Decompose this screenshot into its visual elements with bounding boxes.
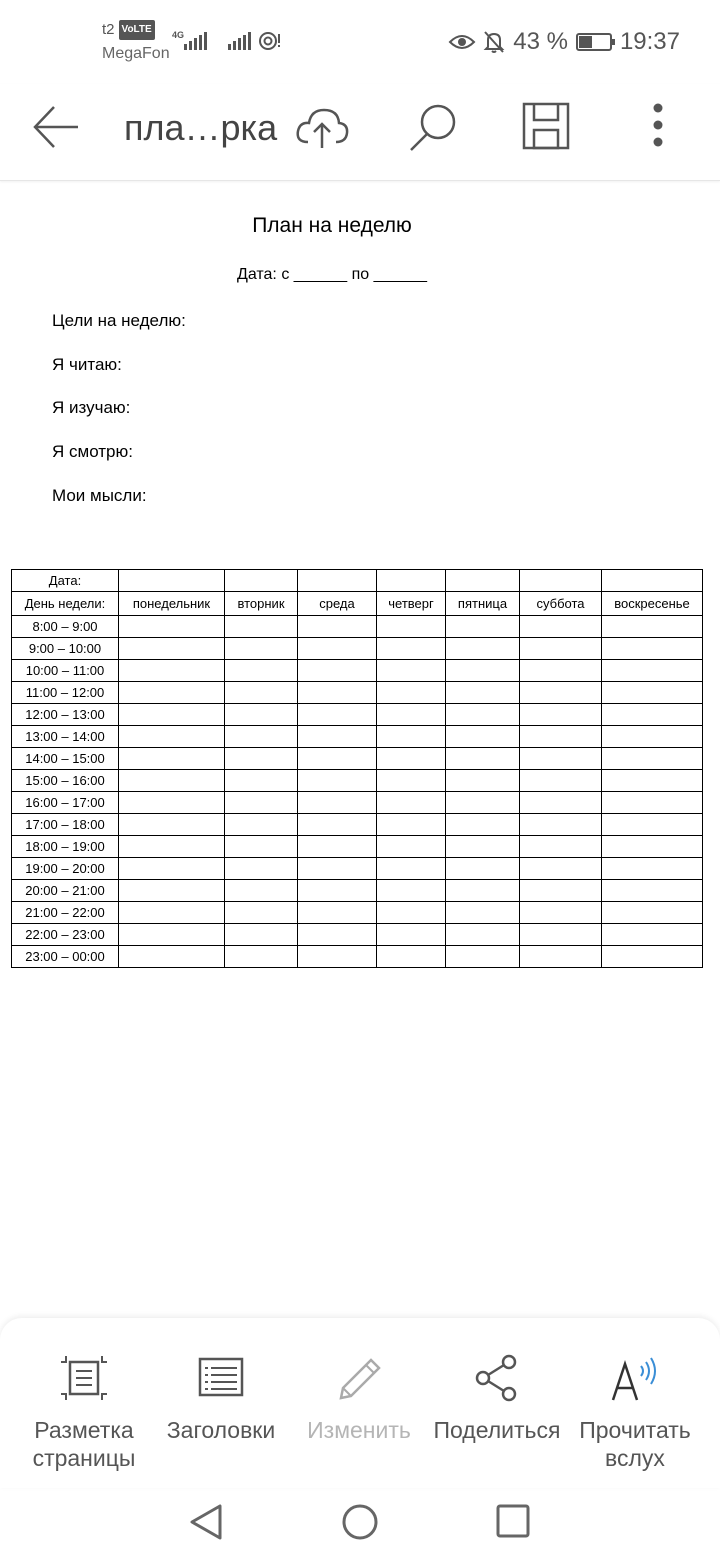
read-aloud-icon — [611, 1354, 659, 1402]
schedule-cell[interactable] — [520, 858, 602, 880]
schedule-cell[interactable] — [520, 770, 602, 792]
date-cell[interactable] — [446, 570, 520, 592]
nav-recents-icon[interactable] — [494, 1502, 534, 1542]
schedule-cell[interactable] — [602, 880, 703, 902]
schedule-cell[interactable] — [119, 946, 225, 968]
read-aloud-label: Прочитать вслух — [579, 1417, 691, 1471]
nav-back-icon[interactable] — [186, 1502, 226, 1542]
schedule-cell[interactable] — [119, 880, 225, 902]
schedule-cell[interactable] — [520, 726, 602, 748]
page-layout-icon — [60, 1354, 108, 1402]
mute-bell-icon — [483, 30, 505, 54]
schedule-cell[interactable] — [520, 924, 602, 946]
schedule-cell[interactable] — [602, 814, 703, 836]
schedule-cell[interactable] — [225, 726, 298, 748]
schedule-cell[interactable] — [225, 814, 298, 836]
search-icon[interactable] — [406, 102, 462, 154]
date-cell[interactable] — [377, 570, 446, 592]
signal-4g-icon — [172, 30, 212, 52]
schedule-cell[interactable] — [446, 924, 520, 946]
table-row — [12, 704, 703, 726]
schedule-cell[interactable] — [119, 616, 225, 638]
schedule-cell[interactable] — [377, 638, 446, 660]
time-slot-cell: 11:00 – 12:00 — [12, 682, 119, 704]
day-header-cell: суббота — [520, 592, 602, 616]
schedule-cell[interactable] — [446, 792, 520, 814]
day-header-cell: вторник — [225, 592, 298, 616]
signal-icon — [226, 30, 254, 52]
schedule-cell[interactable] — [520, 880, 602, 902]
edit-label: Изменить — [307, 1417, 411, 1443]
schedule-cell[interactable] — [298, 814, 377, 836]
schedule-cell[interactable] — [446, 836, 520, 858]
schedule-cell[interactable] — [225, 682, 298, 704]
schedule-cell[interactable] — [377, 792, 446, 814]
clock: 19:37 — [619, 28, 680, 55]
studying-line: Я изучаю: — [52, 398, 131, 417]
reading-line: Я читаю: — [52, 355, 122, 374]
schedule-cell[interactable] — [298, 660, 377, 682]
time-slot-cell: 20:00 – 21:00 — [12, 880, 119, 902]
day-header-cell: четверг — [377, 592, 446, 616]
schedule-cell[interactable] — [119, 704, 225, 726]
table-row — [12, 880, 703, 902]
date-cell[interactable] — [119, 570, 225, 592]
schedule-cell[interactable] — [225, 638, 298, 660]
schedule-cell[interactable] — [298, 924, 377, 946]
document-heading: План на неделю — [252, 214, 412, 237]
nav-home-icon[interactable] — [340, 1502, 380, 1542]
schedule-cell[interactable] — [298, 836, 377, 858]
schedule-cell[interactable] — [377, 946, 446, 968]
schedule-cell[interactable] — [602, 704, 703, 726]
time-slot-cell: 15:00 – 16:00 — [12, 770, 119, 792]
table-row — [12, 902, 703, 924]
schedule-cell[interactable] — [446, 726, 520, 748]
schedule-cell[interactable] — [520, 704, 602, 726]
schedule-cell[interactable] — [602, 792, 703, 814]
day-header-cell: воскресенье — [602, 592, 703, 616]
schedule-cell[interactable] — [520, 946, 602, 968]
schedule-cell[interactable] — [602, 748, 703, 770]
schedule-cell[interactable] — [377, 858, 446, 880]
schedule-cell[interactable] — [602, 902, 703, 924]
schedule-cell[interactable] — [119, 814, 225, 836]
date-cell[interactable] — [520, 570, 602, 592]
schedule-cell[interactable] — [377, 704, 446, 726]
thoughts-line: Мои мысли: — [52, 486, 147, 505]
schedule-cell[interactable] — [225, 616, 298, 638]
schedule-cell[interactable] — [298, 638, 377, 660]
date-cell[interactable] — [298, 570, 377, 592]
schedule-cell[interactable] — [377, 726, 446, 748]
battery-icon — [576, 33, 612, 51]
schedule-cell[interactable] — [446, 902, 520, 924]
schedule-cell[interactable] — [298, 770, 377, 792]
time-slot-cell: 13:00 – 14:00 — [12, 726, 119, 748]
battery-fill — [579, 36, 592, 48]
schedule-cell[interactable] — [225, 836, 298, 858]
carrier-info — [102, 20, 170, 64]
date-cell[interactable] — [602, 570, 703, 592]
day-header-cell: понедельник — [119, 592, 225, 616]
schedule-cell[interactable] — [446, 660, 520, 682]
table-row — [12, 616, 703, 638]
schedule-cell[interactable] — [377, 836, 446, 858]
schedule-cell[interactable] — [520, 748, 602, 770]
hotspot-icon — [258, 30, 284, 52]
table-row — [12, 924, 703, 946]
schedule-cell[interactable] — [298, 880, 377, 902]
schedule-cell[interactable] — [225, 946, 298, 968]
time-slot-cell: 14:00 – 15:00 — [12, 748, 119, 770]
document-title[interactable]: пла…рка — [124, 107, 278, 148]
schedule-cell[interactable] — [119, 836, 225, 858]
time-slot-cell: 12:00 – 13:00 — [12, 704, 119, 726]
schedule-cell[interactable] — [298, 902, 377, 924]
table-row-days — [12, 592, 703, 616]
schedule-cell[interactable] — [602, 770, 703, 792]
date-label-cell: Дата: — [12, 570, 119, 592]
schedule-cell[interactable] — [298, 704, 377, 726]
schedule-cell[interactable] — [520, 836, 602, 858]
schedule-cell[interactable] — [602, 726, 703, 748]
schedule-cell[interactable] — [119, 924, 225, 946]
schedule-cell[interactable] — [520, 638, 602, 660]
table-row — [12, 858, 703, 880]
time-slot-cell: 19:00 – 20:00 — [12, 858, 119, 880]
schedule-cell[interactable] — [602, 616, 703, 638]
schedule-cell[interactable] — [377, 902, 446, 924]
schedule-cell[interactable] — [225, 880, 298, 902]
table-row — [12, 814, 703, 836]
watching-line: Я смотрю: — [52, 442, 133, 461]
table-row — [12, 770, 703, 792]
table-row — [12, 660, 703, 682]
schedule-cell[interactable] — [377, 880, 446, 902]
weekly-plan-table — [11, 569, 703, 968]
bottom-toolbar — [0, 1318, 720, 1488]
schedule-cell[interactable] — [446, 638, 520, 660]
headings-icon — [197, 1354, 245, 1402]
schedule-cell[interactable] — [602, 836, 703, 858]
share-label: Поделиться — [433, 1417, 561, 1443]
schedule-cell[interactable] — [377, 924, 446, 946]
schedule-cell[interactable] — [225, 660, 298, 682]
share-icon — [473, 1354, 521, 1402]
cloud-upload-icon[interactable] — [294, 102, 350, 152]
schedule-cell[interactable] — [520, 814, 602, 836]
schedule-cell[interactable] — [446, 946, 520, 968]
schedule-cell[interactable] — [119, 792, 225, 814]
schedule-cell[interactable] — [298, 946, 377, 968]
schedule-cell[interactable] — [298, 616, 377, 638]
schedule-cell[interactable] — [602, 660, 703, 682]
table-row — [12, 792, 703, 814]
schedule-cell[interactable] — [520, 682, 602, 704]
eye-icon — [449, 33, 475, 51]
schedule-cell[interactable] — [119, 638, 225, 660]
schedule-cell[interactable] — [520, 902, 602, 924]
schedule-cell[interactable] — [119, 748, 225, 770]
volte-badge: VoLTE — [119, 20, 155, 40]
schedule-cell[interactable] — [119, 660, 225, 682]
time-slot-cell: 9:00 – 10:00 — [12, 638, 119, 660]
schedule-cell[interactable] — [446, 770, 520, 792]
schedule-cell[interactable] — [119, 682, 225, 704]
schedule-cell[interactable] — [446, 814, 520, 836]
schedule-cell[interactable] — [225, 902, 298, 924]
schedule-cell[interactable] — [602, 858, 703, 880]
schedule-cell[interactable] — [119, 858, 225, 880]
page-layout-label: Разметка страницы — [32, 1417, 136, 1471]
nav-bar — [0, 1490, 720, 1560]
schedule-cell[interactable] — [225, 748, 298, 770]
schedule-cell[interactable] — [520, 792, 602, 814]
date-cell[interactable] — [225, 570, 298, 592]
schedule-cell[interactable] — [446, 880, 520, 902]
schedule-cell[interactable] — [225, 924, 298, 946]
carrier-name: MegaFon — [102, 45, 170, 62]
schedule-cell[interactable] — [377, 616, 446, 638]
arrow-left-icon[interactable] — [30, 102, 82, 152]
time-slot-cell: 10:00 – 11:00 — [12, 660, 119, 682]
schedule-cell[interactable] — [298, 682, 377, 704]
schedule-cell[interactable] — [446, 748, 520, 770]
time-slot-cell: 17:00 – 18:00 — [12, 814, 119, 836]
schedule-cell[interactable] — [298, 858, 377, 880]
more-vertical-icon[interactable] — [648, 102, 668, 152]
carrier-top: t2 — [102, 21, 115, 38]
day-header-cell: пятница — [446, 592, 520, 616]
schedule-cell[interactable] — [225, 858, 298, 880]
schedule-cell[interactable] — [377, 748, 446, 770]
schedule-cell[interactable] — [119, 726, 225, 748]
schedule-cell[interactable] — [446, 858, 520, 880]
time-slot-cell: 16:00 – 17:00 — [12, 792, 119, 814]
pencil-icon — [335, 1354, 383, 1402]
table-row — [12, 748, 703, 770]
time-slot-cell: 22:00 – 23:00 — [12, 924, 119, 946]
schedule-cell[interactable] — [225, 770, 298, 792]
floppy-disk-icon[interactable] — [522, 102, 572, 152]
schedule-cell[interactable] — [446, 682, 520, 704]
schedule-cell[interactable] — [119, 770, 225, 792]
status-bar — [0, 0, 720, 84]
day-header-cell: среда — [298, 592, 377, 616]
table-row — [12, 682, 703, 704]
schedule-cell[interactable] — [520, 616, 602, 638]
schedule-cell[interactable] — [520, 660, 602, 682]
table-row — [12, 946, 703, 968]
schedule-cell[interactable] — [377, 682, 446, 704]
app-bar — [0, 84, 720, 181]
table-row — [12, 638, 703, 660]
document-date-line: Дата: с ______ по ______ — [237, 266, 427, 283]
schedule-cell[interactable] — [298, 792, 377, 814]
time-slot-cell: 23:00 – 00:00 — [12, 946, 119, 968]
table-row — [12, 726, 703, 748]
schedule-cell[interactable] — [377, 814, 446, 836]
schedule-cell[interactable] — [225, 792, 298, 814]
schedule-cell[interactable] — [119, 902, 225, 924]
schedule-cell[interactable] — [446, 616, 520, 638]
headings-label: Заголовки — [166, 1417, 276, 1443]
schedule-cell[interactable] — [602, 638, 703, 660]
status-right — [441, 28, 680, 56]
time-slot-cell: 8:00 – 9:00 — [12, 616, 119, 638]
schedule-cell[interactable] — [377, 770, 446, 792]
schedule-cell[interactable] — [298, 726, 377, 748]
day-label-cell: День недели: — [12, 592, 119, 616]
svg-text:4G: 4G — [172, 30, 185, 40]
goals-line: Цели на неделю: — [52, 311, 186, 330]
table-row-date — [12, 570, 703, 592]
schedule-cell[interactable] — [377, 660, 446, 682]
table-row — [12, 836, 703, 858]
schedule-cell[interactable] — [446, 704, 520, 726]
time-slot-cell: 18:00 – 19:00 — [12, 836, 119, 858]
battery-percent: 43 % — [513, 28, 568, 55]
schedule-cell[interactable] — [225, 704, 298, 726]
schedule-cell[interactable] — [602, 924, 703, 946]
schedule-cell[interactable] — [298, 748, 377, 770]
schedule-cell[interactable] — [602, 946, 703, 968]
schedule-cell[interactable] — [602, 682, 703, 704]
time-slot-cell: 21:00 – 22:00 — [12, 902, 119, 924]
